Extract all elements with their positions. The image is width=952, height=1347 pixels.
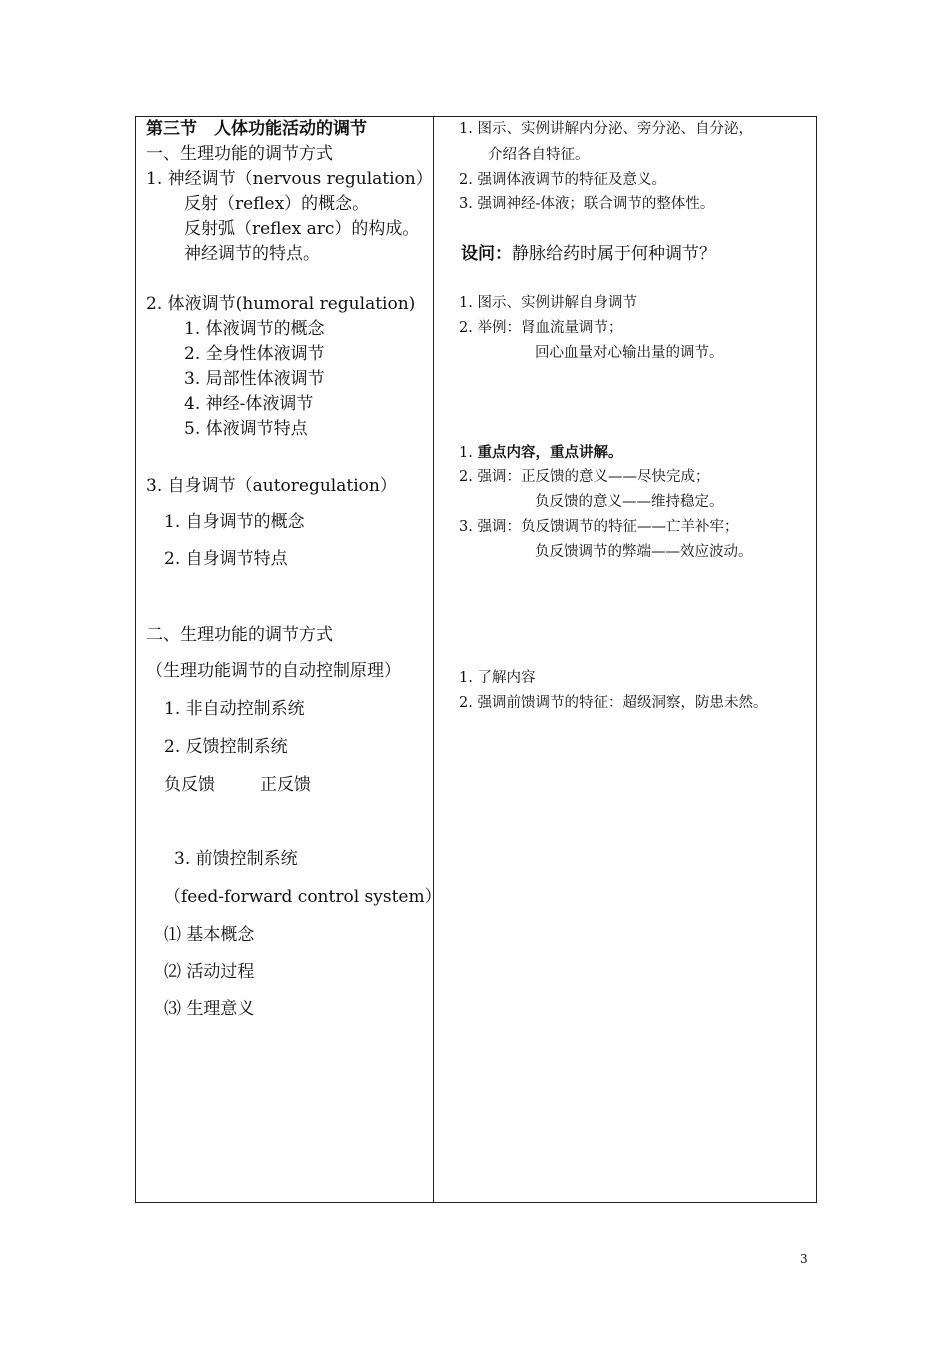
feedforward-item: ⑴ 基本概念 — [164, 925, 255, 945]
discussion-question — [461, 246, 716, 263]
part2-item: 1. 非自动控制系统 — [164, 699, 305, 719]
humoral-item: 5. 体液调节特点 — [184, 419, 308, 439]
question-text: 静脉给药时属于何种调节？ — [512, 244, 716, 264]
section-title: 第三节 人体功能活动的调节 — [146, 119, 367, 139]
note-item: 负反馈的意义——维持稳定。 — [535, 494, 724, 510]
note-item: 2. 强调前馈调节的特征：超级洞察，防患未然。 — [459, 695, 768, 711]
feedforward-item: ⑵ 活动过程 — [164, 962, 255, 982]
autoregulation-heading: 3. 自身调节（autoregulation） — [146, 476, 397, 496]
note-item: 1. 图示、实例讲解内分泌、旁分泌、自分泌， — [459, 121, 753, 137]
note-item: 1. 图示、实例讲解自身调节 — [459, 295, 637, 311]
note-item: 2. 强调体液调节的特征及意义。 — [459, 172, 666, 188]
positive-feedback-label: 正反馈 — [260, 775, 311, 795]
humoral-regulation-heading: 2. 体液调节(humoral regulation) — [146, 294, 416, 314]
key-point-text: 重点内容，重点讲解。 — [477, 444, 623, 461]
part1-heading: 一、生理功能的调节方式 — [146, 144, 333, 164]
nervous-item: 神经调节的特点。 — [184, 244, 320, 264]
key-point-number: 1. — [459, 445, 478, 461]
negative-feedback-label: 负反馈 — [164, 775, 215, 795]
nervous-item: 反射弧（reflex arc）的构成。 — [184, 219, 420, 239]
lesson-plan-table — [135, 116, 817, 1203]
feedforward-heading: 3. 前馈控制系统 — [174, 849, 298, 869]
part2-heading: 二、生理功能的调节方式 — [146, 625, 333, 645]
nervous-item: 反射（reflex）的概念。 — [184, 194, 370, 214]
note-item: 负反馈调节的弊端——效应波动。 — [535, 544, 753, 560]
note-item: 3. 强调神经-体液；联合调节的整体性。 — [459, 196, 715, 212]
humoral-item: 3. 局部性体液调节 — [184, 369, 325, 389]
part2-subheading: （生理功能调节的自动控制原理） — [146, 661, 401, 681]
auto-item: 1. 自身调节的概念 — [164, 512, 305, 532]
humoral-item: 4. 神经-体液调节 — [184, 394, 314, 414]
auto-item: 2. 自身调节特点 — [164, 549, 288, 569]
note-item: 回心血量对心输出量的调节。 — [535, 345, 724, 361]
key-point-note — [459, 446, 622, 461]
note-item: 2. 强调：正反馈的意义——尽快完成； — [459, 469, 710, 485]
page-number: 3 — [800, 1252, 808, 1266]
feedforward-english: （feed-forward control system） — [164, 887, 442, 907]
humoral-item: 1. 体液调节的概念 — [184, 319, 325, 339]
note-item: 1. 了解内容 — [459, 670, 536, 686]
note-item: 介绍各自特征。 — [488, 147, 590, 163]
feedforward-item: ⑶ 生理意义 — [164, 999, 255, 1019]
note-item: 2. 举例：肾血流量调节； — [459, 320, 623, 336]
column-divider — [433, 117, 434, 1202]
part2-item: 2. 反馈控制系统 — [164, 737, 288, 757]
note-item: 3. 强调：负反馈调节的特征——亡羊补牢； — [459, 519, 739, 535]
nervous-regulation-heading: 1. 神经调节（nervous regulation） — [146, 169, 433, 189]
question-label: 设问： — [461, 244, 512, 264]
humoral-item: 2. 全身性体液调节 — [184, 344, 325, 364]
